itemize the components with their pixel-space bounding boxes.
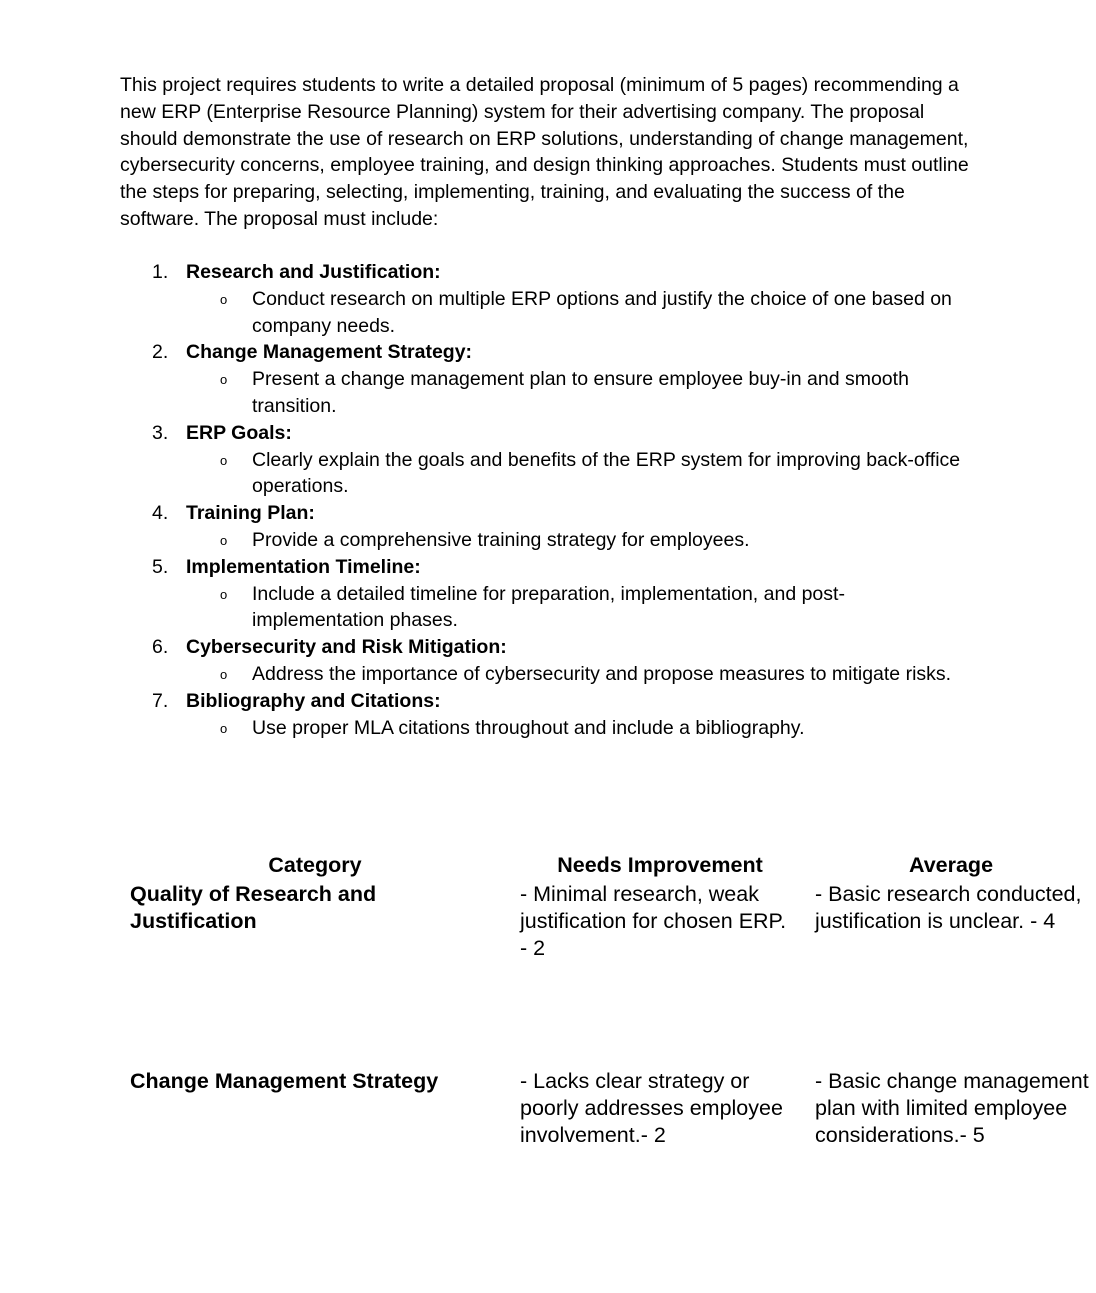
rubric-category: Quality of Research and Justification: [130, 882, 377, 933]
rubric-average: - Basic change management plan with limited employee considerations.- 5: [815, 1069, 1089, 1147]
requirement-detail-text: Include a detailed timeline for preparation, implementation, and post-implementation phases.: [252, 582, 845, 632]
bullet-icon: o: [220, 291, 228, 307]
intro-paragraph: This project requires students to write a detailed proposal (minimum of 5 pages) recommending a new ERP (Enterprise Resource Planning) system for their advertising company. The proposal should demonstrate the use of research on ERP solutions, understanding of change management, cybersecurity concerns, employee training, and design thinking approaches. Students must outline the steps for preparing, selecting, implementing, training, and evaluating the success of the software. The proposal must include:: [120, 74, 969, 230]
requirement-detail: [186, 661, 980, 688]
requirement-details: [186, 447, 980, 501]
bullet-icon: o: [220, 452, 228, 468]
bullet-icon: o: [220, 372, 228, 388]
bullet-icon: o: [220, 586, 228, 602]
rubric-header-needs-improvement: Needs Improvement: [557, 853, 763, 877]
requirement-item: [120, 634, 980, 688]
requirement-number: 1.: [152, 261, 169, 283]
requirement-details: [186, 715, 980, 742]
bullet-icon: o: [220, 666, 228, 682]
requirement-detail-text: Use proper MLA citations throughout and include a bibliography.: [252, 716, 805, 739]
requirement-detail: [186, 447, 980, 501]
requirement-details: [186, 527, 980, 554]
requirement-details: [186, 366, 980, 420]
bullet-icon: o: [220, 532, 228, 548]
rubric-header-average: Average: [908, 853, 994, 877]
requirement-details: [186, 581, 980, 635]
rubric-row: [120, 1068, 1096, 1208]
rubric-needs-improvement: - Minimal research, weak justification for chosen ERP. - 2: [520, 882, 787, 960]
requirement-item: [120, 500, 980, 554]
rubric-average: - Basic research conducted, justification is unclear. - 4: [815, 882, 1082, 933]
requirement-item: [120, 259, 980, 339]
requirement-number: 4.: [152, 502, 169, 525]
requirement-number: 7.: [152, 689, 169, 712]
requirement-detail-text: Address the importance of cybersecurity and propose measures to mitigate risks.: [252, 662, 952, 685]
rubric-needs-improvement: - Lacks clear strategy or poorly addresses employee involvement.- 2: [520, 1069, 783, 1147]
requirement-details: [186, 661, 980, 688]
requirement-number: 6.: [152, 636, 169, 659]
requirement-item: [120, 554, 980, 634]
requirement-title: Bibliography and Citations:: [186, 689, 441, 712]
requirement-detail: [186, 715, 980, 742]
requirement-detail: [186, 581, 980, 635]
rubric-table: [120, 850, 1096, 1208]
requirement-title: Cybersecurity and Risk Mitigation:: [186, 636, 507, 659]
requirement-detail: [186, 527, 980, 554]
requirement-item: [120, 339, 980, 419]
rubric-header-row: [120, 850, 1096, 881]
requirement-detail-text: Clearly explain the goals and benefits of the ERP system for improving back-office operations.: [252, 448, 961, 498]
requirement-item: [120, 420, 980, 500]
bullet-icon: o: [220, 720, 228, 736]
rubric-header-category: Category: [268, 853, 362, 877]
requirement-title: Implementation Timeline:: [186, 555, 421, 578]
requirement-number: 3.: [152, 421, 169, 444]
requirement-number: 2.: [152, 341, 169, 364]
requirement-item: [120, 688, 980, 742]
rubric-category: Change Management Strategy: [130, 1069, 439, 1093]
requirement-detail: [186, 286, 980, 340]
requirement-detail-text: Conduct research on multiple ERP options and justify the choice of one based on company needs.: [252, 287, 952, 337]
rubric-row: [120, 881, 1096, 1068]
requirement-title: ERP Goals:: [186, 421, 292, 444]
requirement-title: Research and Justification:: [186, 261, 441, 283]
requirement-number: 5.: [152, 555, 169, 578]
requirement-title: Change Management Strategy:: [186, 341, 473, 364]
requirement-detail-text: Present a change management plan to ensure employee buy-in and smooth transition.: [252, 368, 909, 417]
requirement-detail: [186, 366, 980, 420]
requirement-title: Training Plan:: [186, 502, 315, 525]
requirements-list: [120, 259, 980, 741]
requirement-detail-text: Provide a comprehensive training strategy for employees.: [252, 528, 750, 551]
requirement-details: [186, 286, 980, 340]
